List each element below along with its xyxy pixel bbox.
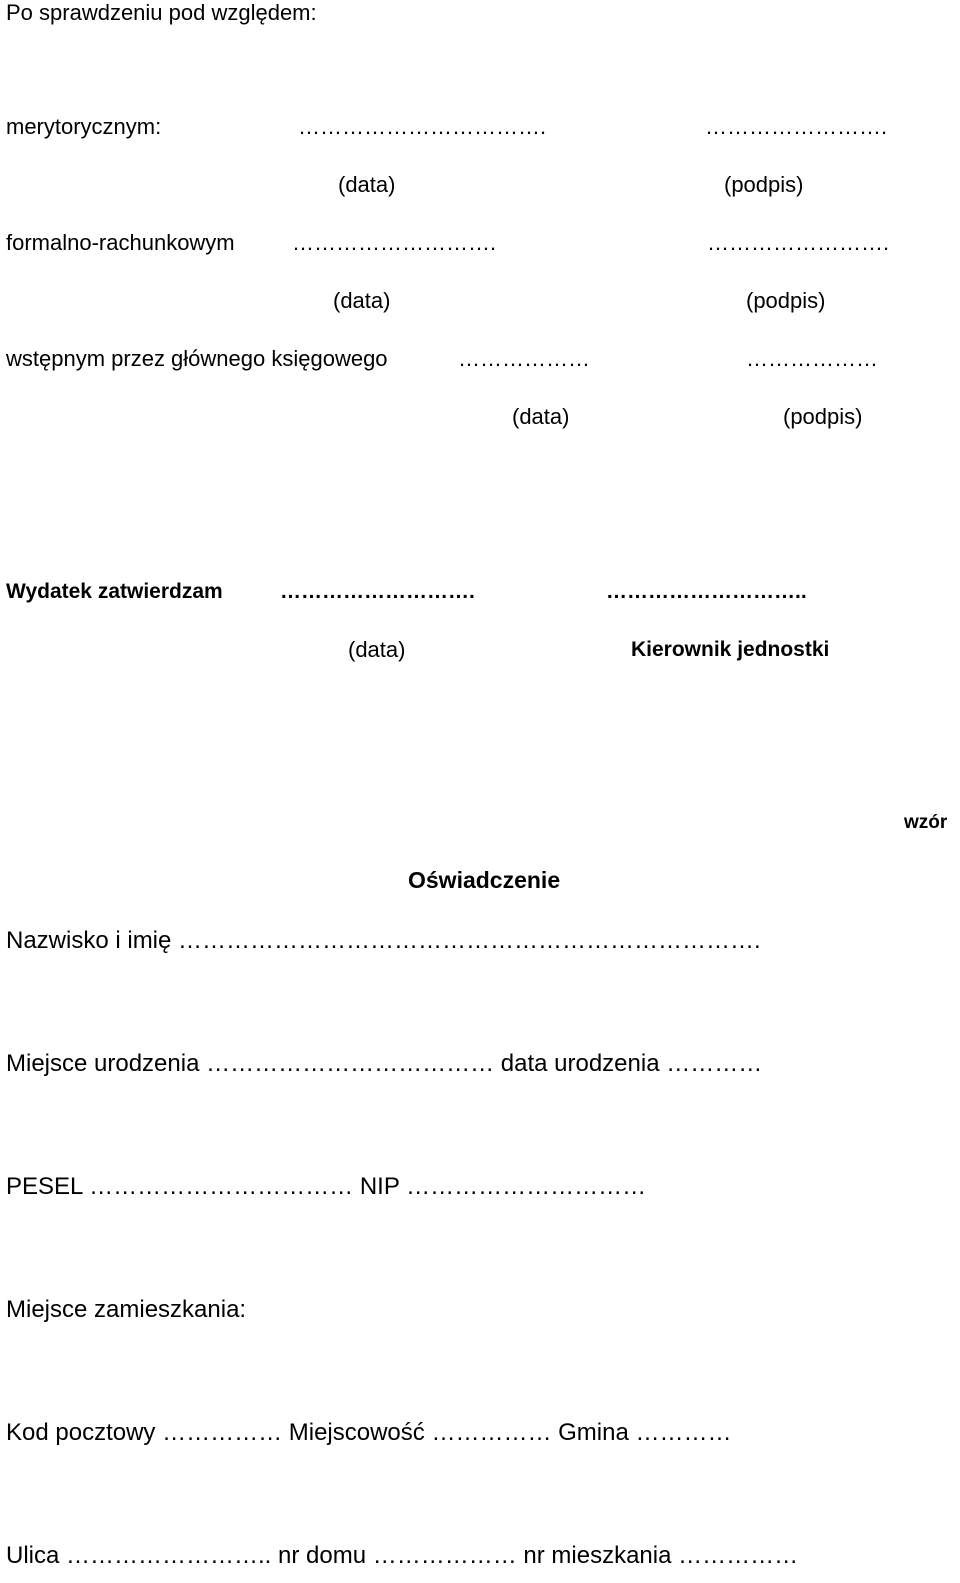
street-line: Ulica …………………….. nr domu ……………… nr mieszkania …………… (6, 1542, 799, 1569)
preliminary-date-dots: ……………… (458, 346, 590, 371)
approval-date-caption: (data) (348, 637, 406, 662)
preliminary-label: wstępnym przez głównego księgowego (6, 346, 388, 371)
name-line: Nazwisko i imię ………………………………………………………………. (6, 927, 761, 954)
pesel-line: PESEL …………………………… NIP ………………………… (6, 1173, 647, 1200)
merit-sign-dots: ……………………. (705, 114, 888, 139)
preliminary-date-caption: (data) (512, 404, 570, 429)
formal-date-caption: (data) (333, 288, 391, 313)
approval-label: Wydatek zatwierdzam (6, 580, 223, 603)
merit-date-dots: ……………………………. (298, 114, 547, 139)
preliminary-sign-dots: ……………… (746, 346, 878, 371)
residence-label: Miejsce zamieszkania: (6, 1296, 247, 1323)
postal-line: Kod pocztowy …………… Miejscowość …………… Gmina ………… (6, 1419, 732, 1446)
formal-sign-dots: ……………………. (707, 230, 890, 255)
merit-label: merytorycznym: (6, 114, 162, 139)
formal-sign-caption: (podpis) (746, 288, 826, 313)
merit-date-caption: (data) (338, 172, 396, 197)
approval-sign-caption: Kierownik jednostki (631, 638, 830, 661)
approval-date-dots: ………………………. (280, 580, 475, 603)
birth-line: Miejsce urodzenia ……………………………… data urodzenia ………… (6, 1050, 763, 1077)
merit-sign-caption: (podpis) (724, 172, 804, 197)
template-label: wzór (904, 812, 948, 833)
declaration-title: Oświadczenie (408, 867, 561, 893)
approval-sign-dots: ……………………….. (606, 580, 807, 603)
formal-label: formalno-rachunkowym (6, 230, 235, 255)
preliminary-sign-caption: (podpis) (783, 404, 863, 429)
formal-date-dots: ………………………. (292, 230, 497, 255)
review-heading: Po sprawdzeniu pod względem: (6, 0, 317, 25)
